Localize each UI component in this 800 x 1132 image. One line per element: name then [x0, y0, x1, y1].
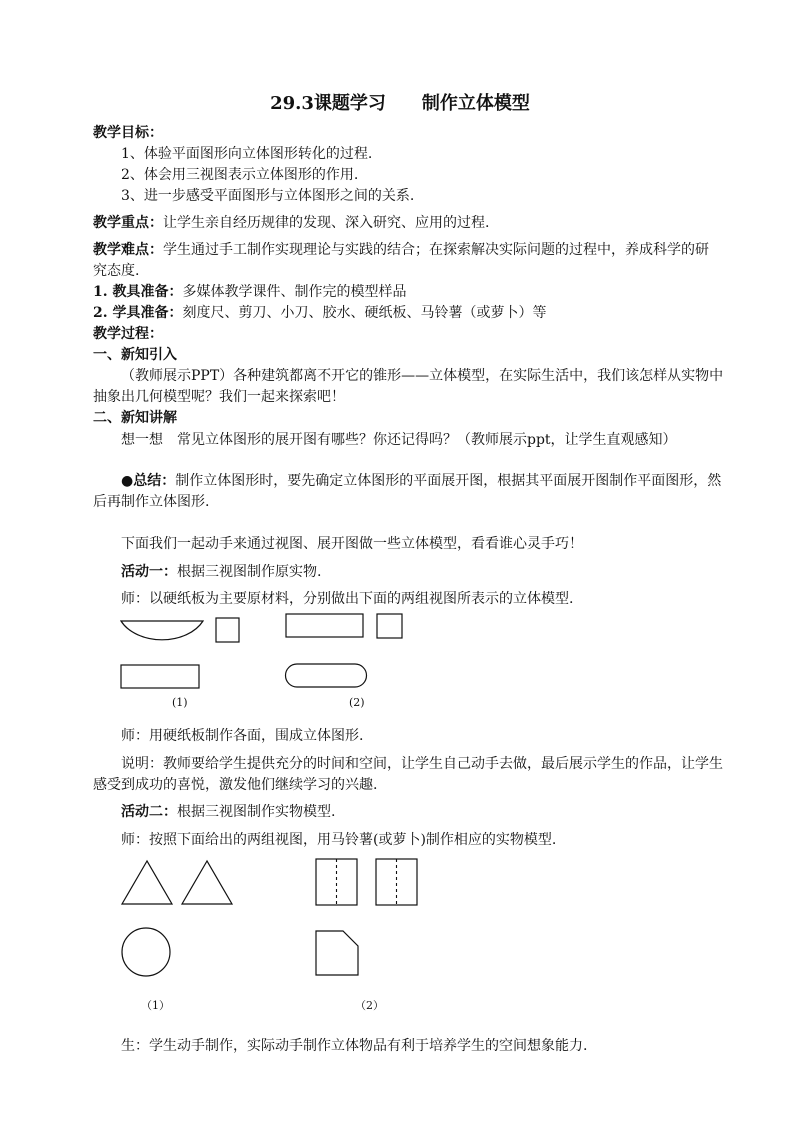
difficulty-label: 教学难点： — [93, 242, 163, 258]
figure-caption: (1) — [172, 696, 188, 709]
summary-text-cont: 后再制作立体图形. — [93, 494, 210, 510]
objective-item: 1、体验平面图形向立体图形转化的过程. — [121, 146, 373, 162]
title-name: 制作立体模型 — [421, 93, 530, 114]
figure-caption: (2) — [349, 696, 365, 709]
cut-corner-square-shape — [316, 931, 358, 975]
think-text: 想一想 常见立体图形的展开图有哪些？你还记得吗？（教师展示ppt，让学生直观感知） — [121, 432, 677, 448]
activity2-text: 根据三视图制作实物模型. — [177, 804, 336, 820]
student-prep-text: 刻度尺、剪刀、小刀、胶水、硬纸板、马铃薯（或萝卜）等 — [182, 305, 547, 321]
figure-caption: （1） — [141, 999, 170, 1012]
rounded-rectangle-shape — [286, 664, 367, 687]
objective-item: 3、进一步感受平面图形与立体图形之间的关系. — [121, 188, 415, 204]
activity1-note-cont: 感受到成功的喜悦，激发他们继续学习的兴趣. — [93, 777, 378, 793]
difficulty-text: 学生通过手工制作实现理论与实践的结合；在探索解决实际问题的过程中，养成科学的研 — [163, 242, 709, 258]
activity1-teacher2: 师：用硬纸板制作各面，围成立体图形. — [121, 728, 364, 744]
difficulty-text-cont: 究态度. — [93, 263, 140, 279]
circle-shape — [122, 928, 170, 976]
section1-text: （教师展示PPT）各种建筑都离不开它的锥形——立体模型，在实际生活中，我们该怎样从实物中 — [121, 368, 724, 384]
activity1-teacher: 师：以硬纸板为主要原材料，分别做出下面的两组视图所表示的立体模型. — [121, 591, 574, 607]
summary-text: 制作立体图形时，要先确定立体图形的平面展开图，根据其平面展开图制作平面图形，然 — [175, 473, 722, 489]
objective-item: 2、体会用三视图表示立体图形的作用. — [121, 167, 359, 183]
activity2 — [121, 803, 335, 821]
rectangle-shape — [121, 665, 199, 688]
semicircle-shape — [121, 621, 203, 640]
intro-text: 下面我们一起动手来通过视图、展开图做一些立体模型，看看谁心灵手巧！ — [121, 536, 583, 552]
section1-heading: 一、新知引入 — [93, 347, 177, 363]
section1-text-cont: 抽象出几何模型呢？我们一起来探索吧！ — [93, 389, 345, 405]
key-point-label: 教学重点： — [93, 215, 163, 231]
objectives-heading: 教学目标： — [93, 125, 163, 141]
triangle-shape — [122, 861, 172, 904]
activity2-teacher: 师：按照下面给出的两组视图，用马铃薯(或萝卜)制作相应的实物模型. — [121, 832, 557, 848]
activity1-label: 活动一： — [121, 564, 177, 580]
activity2-label: 活动二： — [121, 804, 177, 820]
activity2-student: 生：学生动手制作，实际动手制作立体物品有利于培养学生的空间想象能力. — [121, 1038, 588, 1054]
square-shape — [216, 618, 239, 642]
teacher-prep-text: 多媒体教学课件、制作完的模型样品 — [182, 284, 407, 300]
teacher-prep-label: 1. 教具准备： — [93, 284, 183, 300]
title-number: 29.3课题学习 — [270, 93, 386, 114]
rectangle-shape — [286, 614, 363, 637]
activity1-note: 说明：教师要给学生提供充分的时间和空间，让学生自己动手去做，最后展示学生的作品，让学生 — [121, 756, 723, 772]
square-shape — [377, 614, 402, 638]
summary-label: ●总结： — [121, 473, 176, 489]
section2-heading: 二、新知讲解 — [93, 410, 177, 426]
student-prep-label: 2. 学具准备： — [93, 305, 183, 321]
figure-caption: （2） — [355, 999, 384, 1012]
key-point-text: 让学生亲自经历规律的发现、深入研究、应用的过程. — [163, 215, 490, 231]
process-heading: 教学过程： — [93, 326, 163, 342]
triangle-shape — [182, 861, 232, 904]
activity1-text: 根据三视图制作原实物. — [177, 564, 322, 580]
